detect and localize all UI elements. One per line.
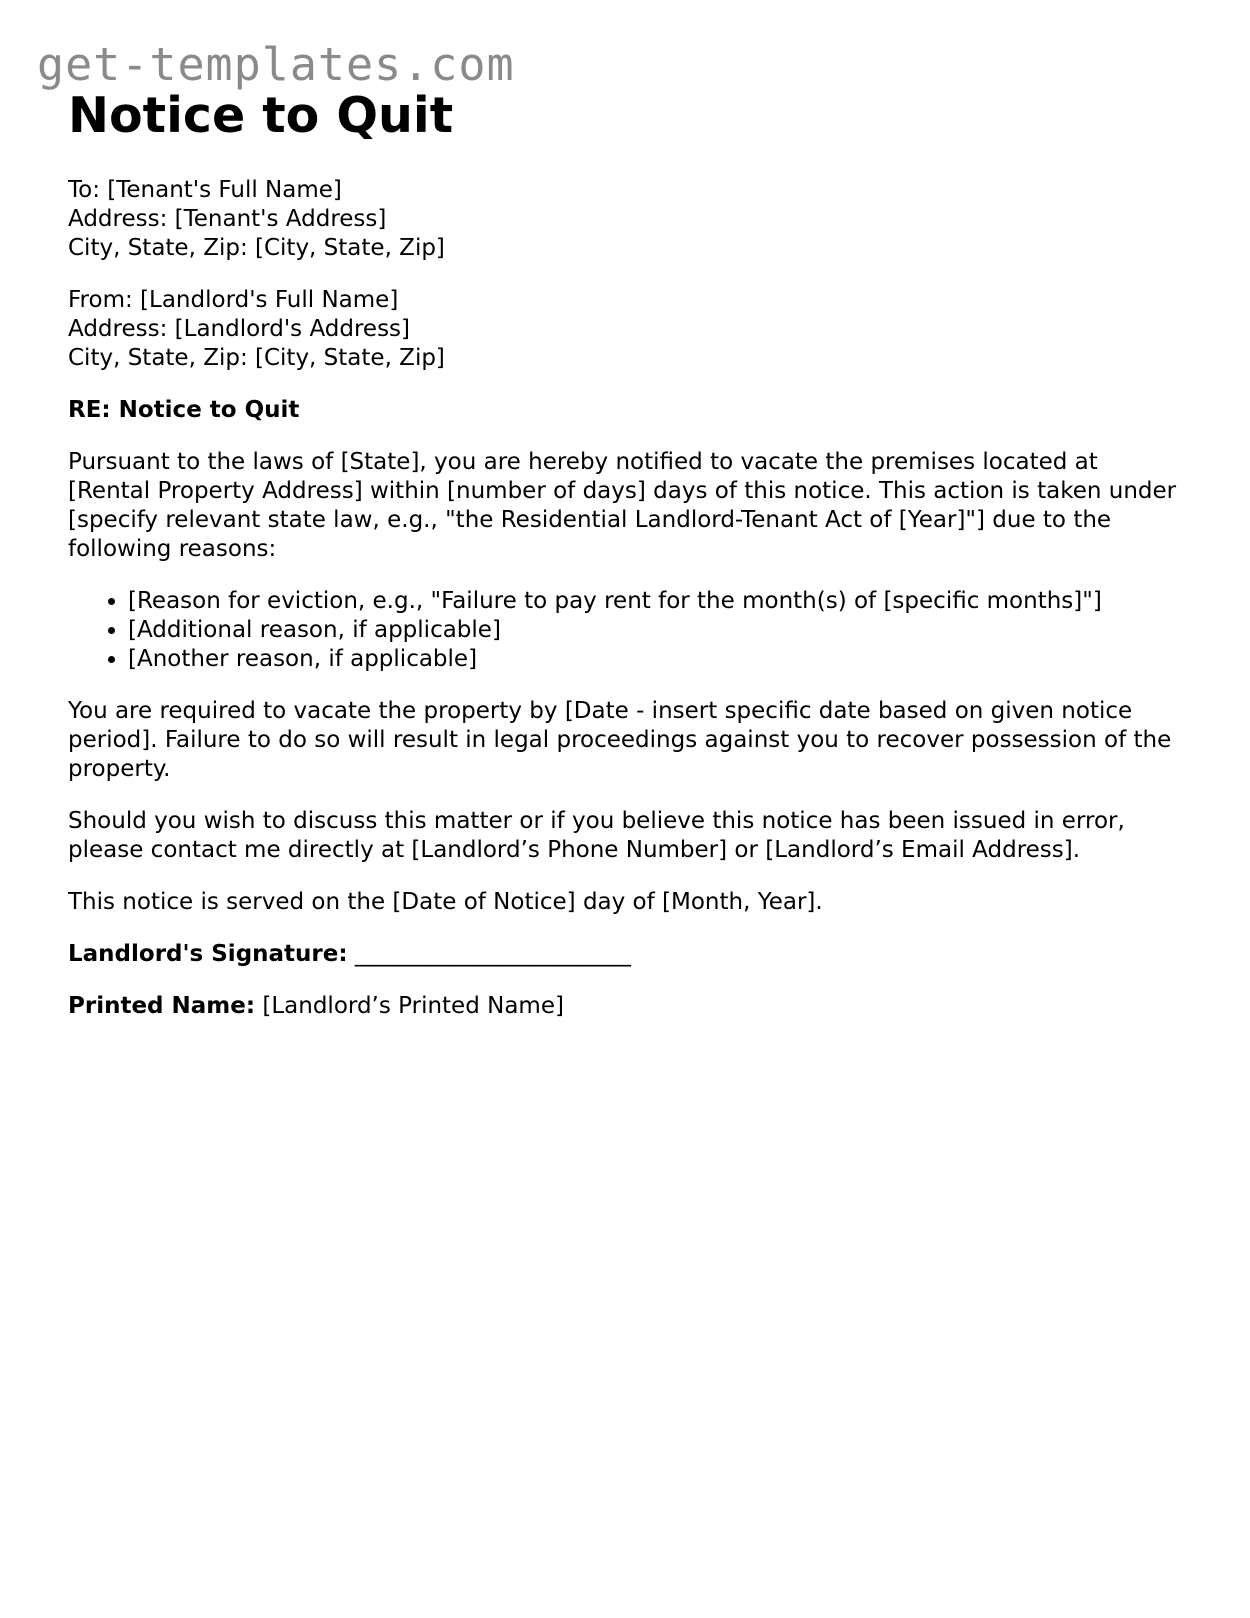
to-city-line: City, State, Zip: [City, State, Zip] <box>68 235 445 261</box>
served-date-paragraph: This notice is served on the [Date of Notice] day of [Month, Year]. <box>68 889 823 915</box>
contact-paragraph: Should you wish to discuss this matter or if you believe this notice has been issued in error, please contact me directly at [Landlord’s Phone Number] or [Landlord’s Email Address]. <box>68 808 1125 863</box>
eviction-reasons-list <box>68 587 1178 674</box>
from-address-line: Address: [Landlord's Address] <box>68 316 411 342</box>
list-item: • [Another reason, if applicable] <box>128 645 1178 674</box>
signature-line <box>68 940 1178 969</box>
from-city-line: City, State, Zip: [City, State, Zip] <box>68 345 445 371</box>
from-address-block <box>68 286 1178 373</box>
document-page <box>68 84 1178 1021</box>
signature-blank: ________________________ <box>354 941 631 967</box>
to-name-line: To: [Tenant's Full Name] <box>68 177 342 203</box>
signature-label: Landlord's Signature: <box>68 941 348 967</box>
list-item: • [Reason for eviction, e.g., "Failure to pay rent for the month(s) of [specific months]"] <box>128 587 1178 616</box>
watermark-text: get-templates.com <box>37 38 515 91</box>
document-title: Notice to Quit <box>68 87 454 144</box>
printed-name-line <box>68 992 1178 1021</box>
notice-paragraph: Pursuant to the laws of [State], you are hereby notified to vacate the premises located at [Rental Property Address] within [number of days] days of this notice. This action is taken under [specify relevant state law, e.g., "the Residential Landlord-Tenant Act of [Year]"] due to the following reasons: <box>68 449 1177 562</box>
list-item: • [Additional reason, if applicable] <box>128 616 1178 645</box>
printed-name-label: Printed Name: <box>68 993 256 1019</box>
re-subject-line: RE: Notice to Quit <box>68 397 300 423</box>
from-name-line: From: [Landlord's Full Name] <box>68 287 399 313</box>
to-address-line: Address: [Tenant's Address] <box>68 206 387 232</box>
to-address-block <box>68 176 1178 263</box>
printed-name-value: [Landlord’s Printed Name] <box>262 993 564 1019</box>
vacate-paragraph: You are required to vacate the property by [Date - insert specific date based on given notice period]. Failure to do so will result in legal proceedings against you to recover possession of the property. <box>68 698 1172 782</box>
